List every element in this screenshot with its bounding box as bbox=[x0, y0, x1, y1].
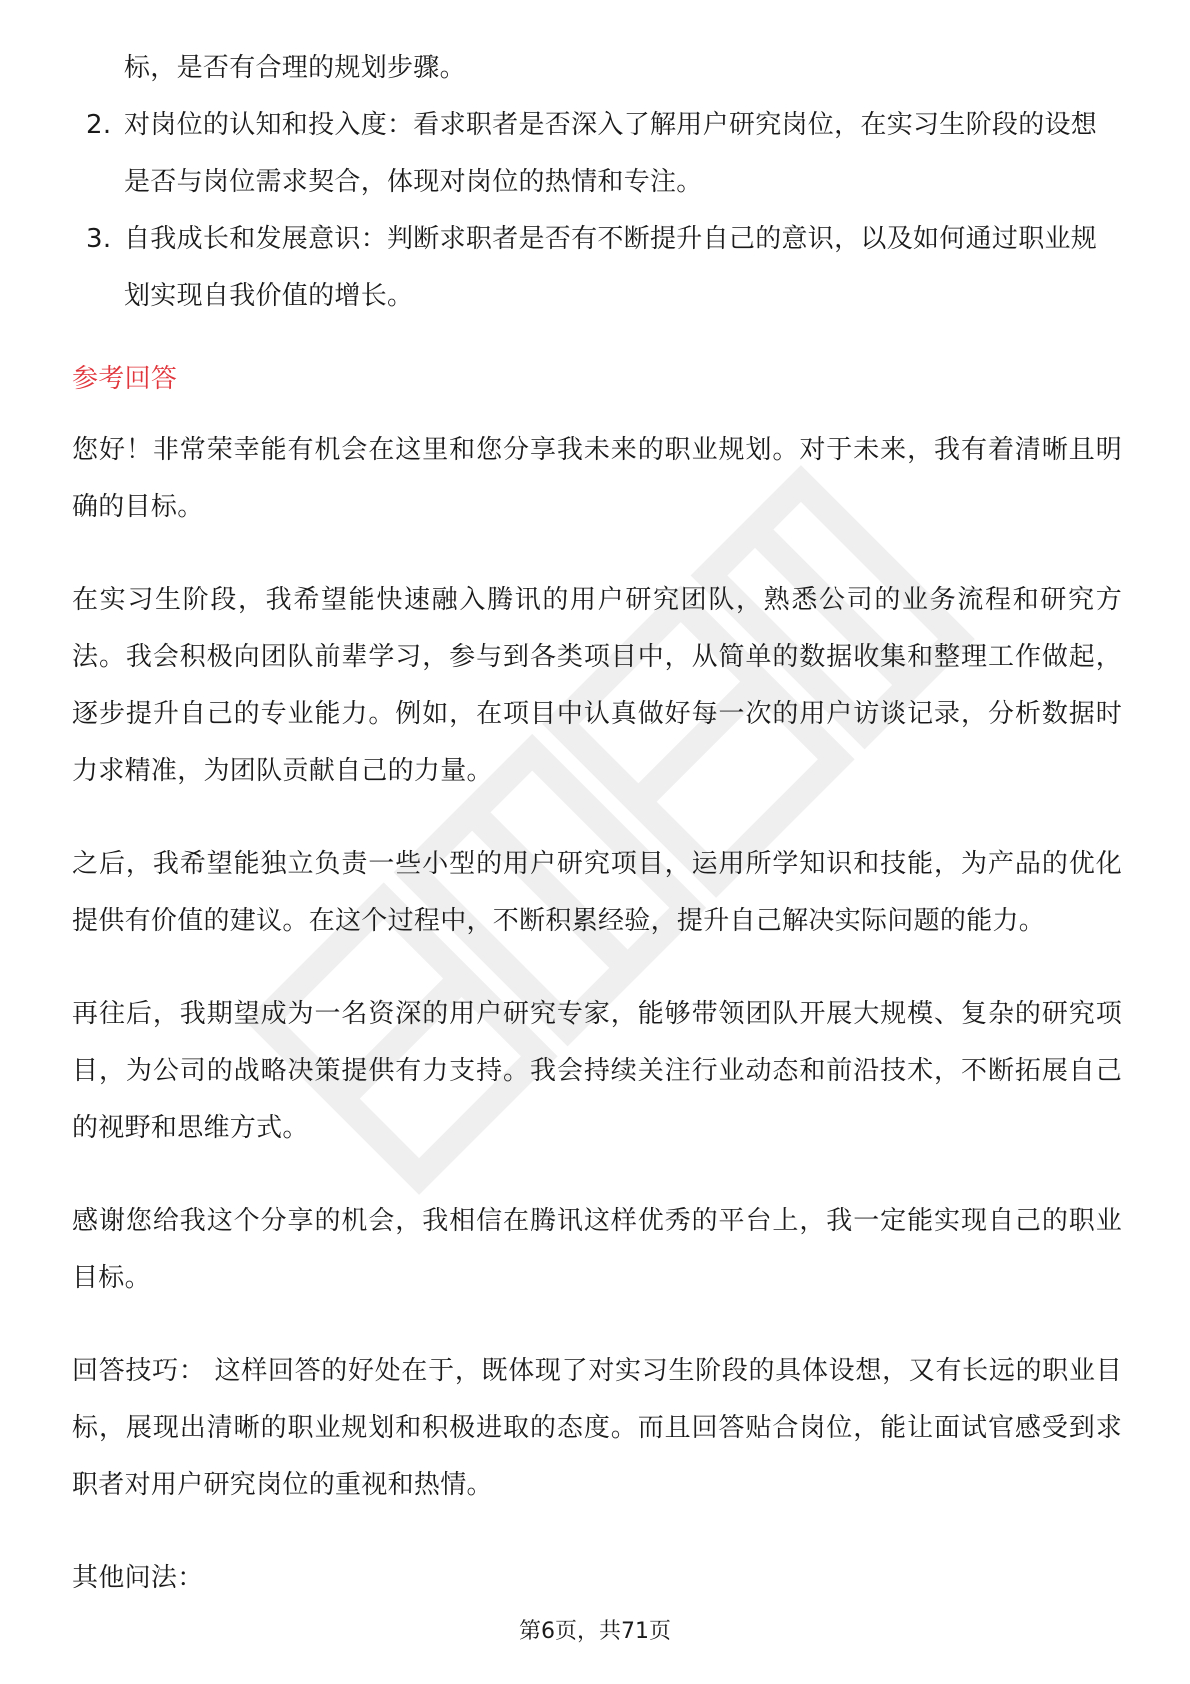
other-questions-label: 其他问法： bbox=[72, 1563, 204, 1593]
list-text: 对岗位的认知和投入度：看求职者是否深入了解用户研究岗位，在实习生阶段的设想是否与岗位需求契合，体现对岗位的热情和专注。 bbox=[124, 110, 1098, 197]
list-text: 自我成长和发展意识：判断求职者是否有不断提升自己的意识，以及如何通过职业规划实现自我价值的增长。 bbox=[124, 224, 1098, 311]
criteria-list bbox=[72, 97, 1122, 325]
page-footer: 第6页，共71页 bbox=[519, 1619, 671, 1644]
list-item bbox=[72, 211, 1122, 325]
list-item bbox=[72, 97, 1122, 211]
answer-tips: 回答技巧： 这样回答的好处在于，既体现了对实习生阶段的具体设想，又有长远的职业目标，展现出清晰的职业规划和积极进取的态度。而且回答贴合岗位，能让面试官感受到求职者对用户研究岗位的重视和热情。 bbox=[72, 1356, 1122, 1500]
paragraph: 再往后，我期望成为一名资深的用户研究专家，能够带领团队开展大规模、复杂的研究项目，为公司的战略决策提供有力支持。我会持续关注行业动态和前沿技术，不断拓展自己的视野和思维方式。 bbox=[72, 999, 1122, 1143]
paragraph: 感谢您给我这个分享的机会，我相信在腾讯这样优秀的平台上，我一定能实现自己的职业目标。 bbox=[72, 1206, 1122, 1293]
paragraph: 之后，我希望能独立负责一些小型的用户研究项目，运用所学知识和技能，为产品的优化提供有价值的建议。在这个过程中，不断积累经验，提升自己解决实际问题的能力。 bbox=[72, 849, 1122, 936]
paragraph: 在实习生阶段，我希望能快速融入腾讯的用户研究团队，熟悉公司的业务流程和研究方法。我会积极向团队前辈学习，参与到各类项目中，从简单的数据收集和整理工作做起，逐步提升自己的专业能力。例如，在项目中认真做好每一次的用户访谈记录，分析数据时力求精准，为团队贡献自己的力量。 bbox=[72, 585, 1122, 786]
section-title: 参考回答 bbox=[72, 364, 178, 394]
document-body bbox=[72, 40, 1122, 1643]
paragraph: 您好！非常荣幸能有机会在这里和您分享我未来的职业规划。对于未来，我有着清晰且明确的目标。 bbox=[72, 435, 1122, 522]
list-number: 2. bbox=[86, 110, 112, 140]
list-number: 3. bbox=[86, 224, 112, 254]
continuation-line: 标，是否有合理的规划步骤。 bbox=[124, 53, 466, 83]
